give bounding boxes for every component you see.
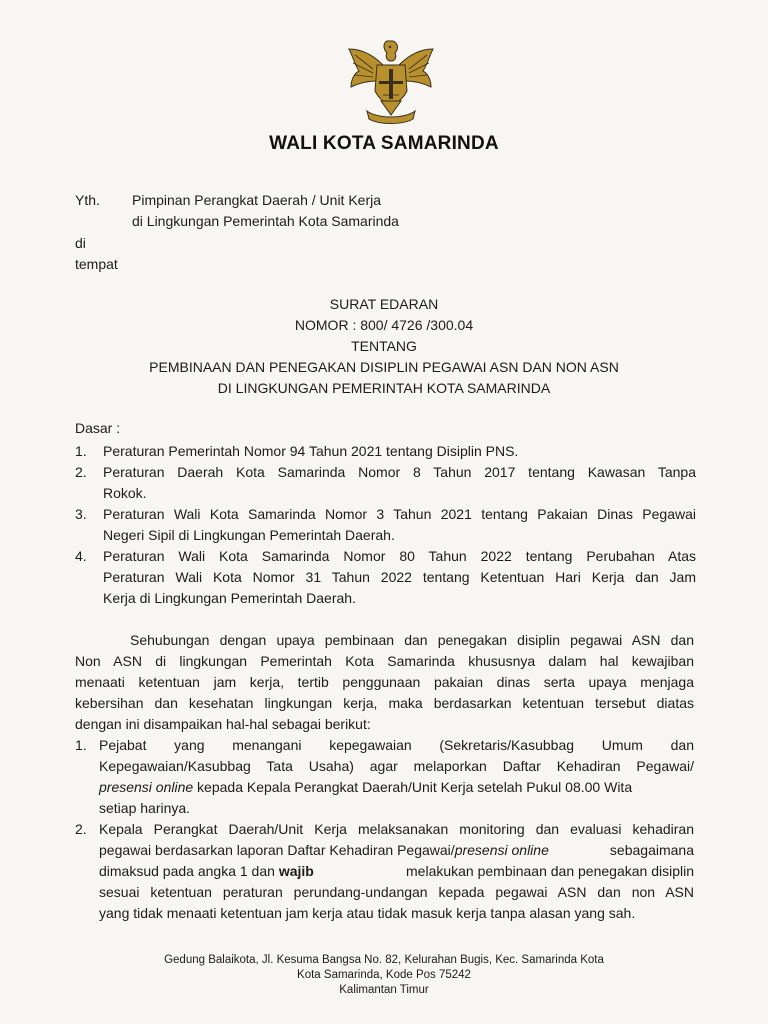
point-2-line-2-pre: pegawai berdasarkan laporan Daftar Kehadiran Pegawai/: [99, 842, 455, 858]
dasar-item-text: Peraturan Wali Kota Samarinda Nomor 3 Tahun 2021 tentang Pakaian Dinas Pegawai: [103, 506, 696, 522]
body-paragraph-line: Non ASN di lingkungan Pemerintah Kota Samarinda khususnya dalam hal kewajiban: [75, 653, 694, 669]
body-paragraph-line: dengan ini disampaikan hal-hal sebagai berikut:: [75, 716, 371, 732]
subject-line-2: DI LINGKUNGAN PEMERINTAH KOTA SAMARINDA: [217, 380, 551, 396]
point-1-line-2: Kepegawaian/Kasubbag Tata Usaha) agar melaporkan Daftar Kehadiran Pegawai/: [99, 758, 694, 774]
word: Umum: [601, 737, 643, 753]
word: kepegawaian: [329, 737, 412, 753]
body-paragraph-line: kebersihan dan kesehatan lingkungan kerja, maka berdasarkan ketentuan tersebut diatas: [75, 695, 694, 711]
dasar-item-number: 4.: [75, 548, 87, 564]
dasar-item-number: 3.: [75, 506, 87, 522]
word: Pejabat: [99, 737, 147, 753]
dasar-item-number: 1.: [75, 443, 87, 459]
issuer-heading: WALI KOTA SAMARINDA: [269, 133, 499, 154]
point-2-line-2-post: sebagaimana: [606, 842, 694, 858]
word: dan: [670, 737, 694, 753]
point-1-line-3: [99, 777, 694, 797]
point-number: 2.: [75, 821, 87, 837]
yth-label: Yth.: [75, 192, 100, 208]
dasar-item-text: Peraturan Wali Kota Samarinda Nomor 80 Tahun 2022 tentang Perubahan Atas: [103, 548, 696, 564]
wajib-bold: wajib: [278, 863, 314, 879]
dasar-item-number: 2.: [75, 464, 87, 480]
subject-line-1: PEMBINAAN DAN PENEGAKAN DISIPLIN PEGAWAI ASN DAN NON ASN: [149, 359, 619, 375]
point-2-line-2: [99, 840, 694, 860]
point-2-line-3-post: melakukan pembinaan dan penegakan disiplin: [402, 863, 694, 879]
point-1-line-3-rest: kepada Kepala Perangkat Daerah/Unit Kerja setelah Pukul 08.00 Wita: [193, 779, 633, 795]
word: menangani: [232, 737, 302, 753]
word: (Sekretaris/Kasubbag: [439, 737, 575, 753]
point-2-line-3: [99, 861, 694, 881]
point-2-line-4: sesuai ketentuan peraturan perundang-undangan kepada pegawai ASN dan non ASN: [99, 884, 694, 900]
presensi-online-italic: presensi online: [99, 779, 194, 795]
footer-address-line-1: Gedung Balaikota, Jl. Kesuma Bangsa No. 82, Kelurahan Bugis, Kec. Samarinda Kota: [164, 954, 604, 966]
dasar-item-text: Rokok.: [103, 485, 147, 501]
point-1-line-4: setiap harinya.: [99, 800, 191, 816]
point-1-line-1: [99, 735, 694, 755]
dasar-item-text: Peraturan Pemerintah Nomor 94 Tahun 2021 tentang Disiplin PNS.: [103, 443, 519, 459]
document-number: NOMOR : 800/ 4726 /300.04: [294, 317, 474, 333]
point-2-line-5: yang tidak menaati ketentuan jam kerja atau tidak masuk kerja tanpa alasan yang sah.: [99, 905, 636, 921]
dasar-item-text: Peraturan Wali Kota Nomor 31 Tahun 2022 tentang Ketentuan Hari Kerja dan Jam: [103, 569, 696, 585]
footer-address-line-3: Kalimantan Timur: [339, 984, 429, 996]
presensi-online-italic: presensi online: [454, 842, 549, 858]
body-paragraph-line: menaati ketentuan jam kerja, tertib penggunaan pakaian dinas serta upaya menjaga: [75, 674, 694, 690]
addressee-tempat: tempat: [75, 256, 118, 272]
footer-address-line-2: Kota Samarinda, Kode Pos 75242: [297, 969, 471, 981]
tentang-label: TENTANG: [351, 338, 417, 354]
dasar-item-text: Negeri Sipil di Lingkungan Pemerintah Daerah.: [103, 527, 395, 543]
point-number: 1.: [75, 737, 87, 753]
dasar-item-text: Peraturan Daerah Kota Samarinda Nomor 8 Tahun 2017 tentang Kawasan Tanpa: [103, 464, 696, 480]
addressee-line-2: di Lingkungan Pemerintah Kota Samarinda: [132, 213, 399, 229]
body-paragraph-line: Sehubungan dengan upaya pembinaan dan penegakan disiplin pegawai ASN dan: [130, 632, 694, 648]
addressee-di: di: [75, 235, 86, 251]
dasar-label: Dasar :: [75, 420, 121, 436]
garuda-emblem-icon: [343, 35, 439, 127]
point-2-line-3-pre: dimaksud pada angka 1 dan: [99, 863, 279, 879]
word: yang: [174, 737, 205, 753]
dasar-item-text: Kerja di Lingkungan Pemerintah Daerah.: [103, 590, 356, 606]
addressee-line-1: Pimpinan Perangkat Daerah / Unit Kerja: [132, 192, 382, 208]
document-type: SURAT EDARAN: [329, 296, 439, 312]
point-2-line-1: Kepala Perangkat Daerah/Unit Kerja melaksanakan monitoring dan evaluasi kehadiran: [99, 821, 694, 837]
